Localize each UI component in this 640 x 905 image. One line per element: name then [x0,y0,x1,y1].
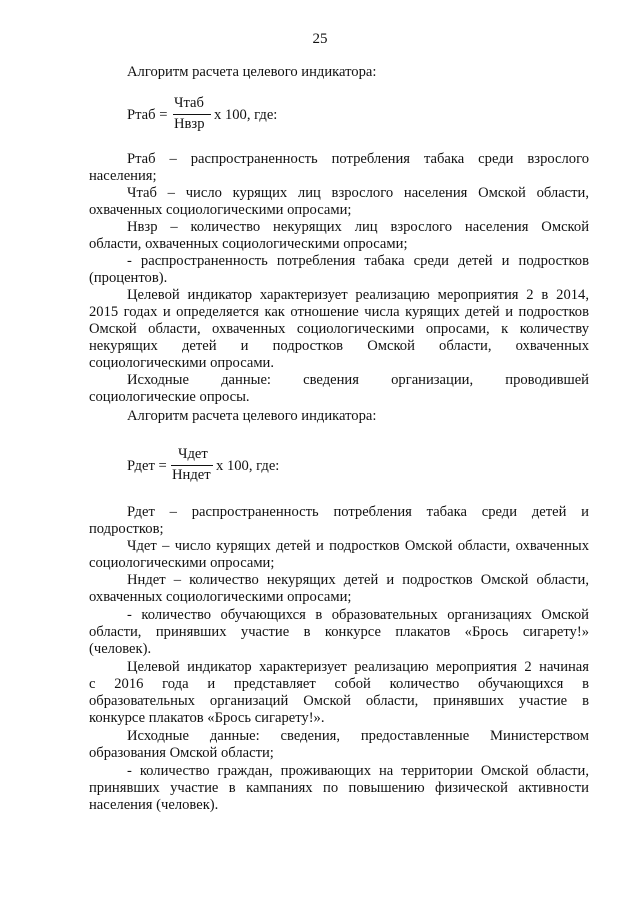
text-line: Нвзр – количество некурящих лиц взрослого населения Омской [127,219,589,235]
formula-1-rhs: х 100, где: [214,107,278,123]
text-line: области, принявших участие в конкурсе плакатов «Брось сигарету!» [89,624,589,640]
text-line: образования Омской области; [89,745,274,761]
text-line: принявших участие в кампаниях по повышению физической активности [89,780,589,796]
text-line: Исходные данные: сведения, предоставленные Министерством [127,728,589,744]
text-line: - распространенность потребления табака среди детей и подростков [127,253,589,269]
text-line: Ртаб – распространенность потребления табака среди взрослого [127,151,589,167]
text-line: конкурсе плакатов «Брось сигарету!». [89,710,325,726]
formula-1-denominator: Нвзр [174,116,205,132]
text-line: населения (человек). [89,797,219,813]
text-line: охваченных социологическими опросами; [89,589,352,605]
text-line: Чтаб – число курящих лиц взрослого населения Омской области, [127,185,589,201]
text-line: (процентов). [89,270,168,286]
text-line: охваченных социологическими опросами; [89,202,352,218]
text-line: Чдет – число курящих детей и подростков Омской области, охваченных [127,538,589,554]
text-line: образовательных организаций Омской области, принявших участие в [89,693,589,709]
text-line: Омской области, охваченных социологическими опросами, к количеству [89,321,589,337]
text-line: подростков; [89,521,164,537]
formula-2-denominator: Нндет [172,467,211,483]
text-line: Исходные данные: сведения организации, проводившей [127,372,589,388]
formula-1-lhs: Ртаб = [127,107,168,123]
text-line: населения; [89,168,157,184]
page-number: 25 [312,31,328,47]
text-line: некурящих детей и подростков Омской области, охваченных [89,338,589,354]
algorithm-heading-1: Алгоритм расчета целевого индикатора: [127,64,377,80]
text-line: социологическими опросами; [89,555,275,571]
text-line: Рдет – распространенность потребления табака среди детей и [127,504,589,520]
text-line: - количество граждан, проживающих на территории Омской области, [127,763,589,779]
algorithm-heading-2: Алгоритм расчета целевого индикатора: [127,408,377,424]
text-line: 2015 годах и определяется как отношение числа курящих детей и подростков [89,304,589,320]
text-line: (человек). [89,641,152,657]
formula-1-numerator: Чтаб [174,95,204,111]
text-line: социологические опросы. [89,389,250,405]
text-line: Целевой индикатор характеризует реализацию мероприятия 2 в 2014, [127,287,589,303]
text-line: - количество обучающихся в образовательных организациях Омской [127,607,589,623]
formula-2-fraction-bar [171,465,213,466]
text-line: с 2016 года и представляет собой количество обучающихся в [89,676,589,692]
text-line: социологическими опросами. [89,355,275,371]
text-line: Целевой индикатор характеризует реализацию мероприятия 2 начиная [127,659,589,675]
text-line: Нндет – количество некурящих детей и подростков Омской области, [127,572,589,588]
text-line: области, охваченных социологическими опросами; [89,236,408,252]
formula-2-numerator: Чдет [178,446,208,462]
formula-2-rhs: х 100, где: [216,458,280,474]
formula-2-lhs: Рдет = [127,458,167,474]
formula-1-fraction-bar [173,114,211,115]
